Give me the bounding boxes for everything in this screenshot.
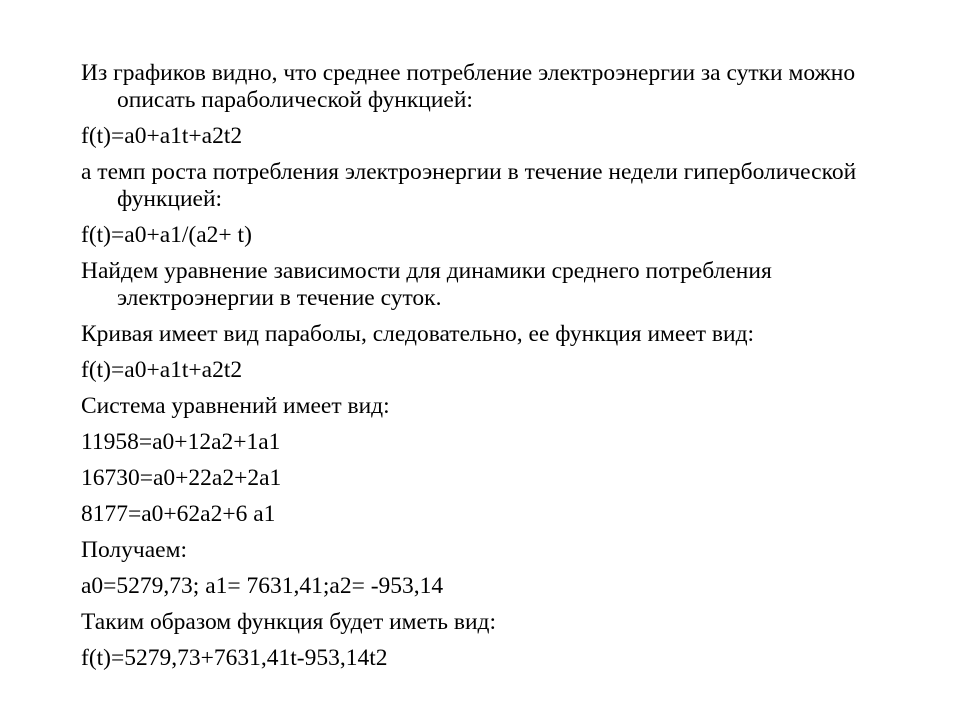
find-equation-paragraph: Найдем уравнение зависимости для динамики среднего потребления электроэнергии в течение суток. bbox=[81, 258, 772, 311]
growth-paragraph: а темп роста потребления электроэнергии в течение недели гиперболической функцией: bbox=[81, 159, 857, 212]
equation-3: 8177=a0+62a2+6 a1 bbox=[81, 501, 276, 527]
final-formula: f(t)=5279,73+7631,41t-953,14t2 bbox=[81, 645, 388, 671]
system-heading: Система уравнений имеет вид: bbox=[81, 393, 390, 419]
text-body bbox=[81, 60, 901, 681]
curve-paragraph: Кривая имеет вид параболы, следовательно, ее функция имеет вид: bbox=[81, 321, 755, 347]
formula-parabolic: f(t)=a0+a1t+a2t2 bbox=[81, 123, 243, 149]
coefficients: a0=5279,73; a1= 7631,41;a2= -953,14 bbox=[81, 573, 444, 599]
intro-paragraph: Из графиков видно, что среднее потребление электроэнергии за сутки можно описать параболической функцией: bbox=[81, 60, 856, 113]
result-heading: Получаем: bbox=[81, 537, 187, 563]
formula-hyperbolic: f(t)=a0+a1/(a2+ t) bbox=[81, 222, 252, 248]
equation-1: 11958=a0+12a2+1a1 bbox=[81, 429, 281, 455]
conclusion-heading: Таким образом функция будет иметь вид: bbox=[81, 609, 497, 635]
equation-2: 16730=a0+22a2+2a1 bbox=[81, 465, 282, 491]
formula-parabolic-repeat: f(t)=a0+a1t+a2t2 bbox=[81, 357, 243, 383]
